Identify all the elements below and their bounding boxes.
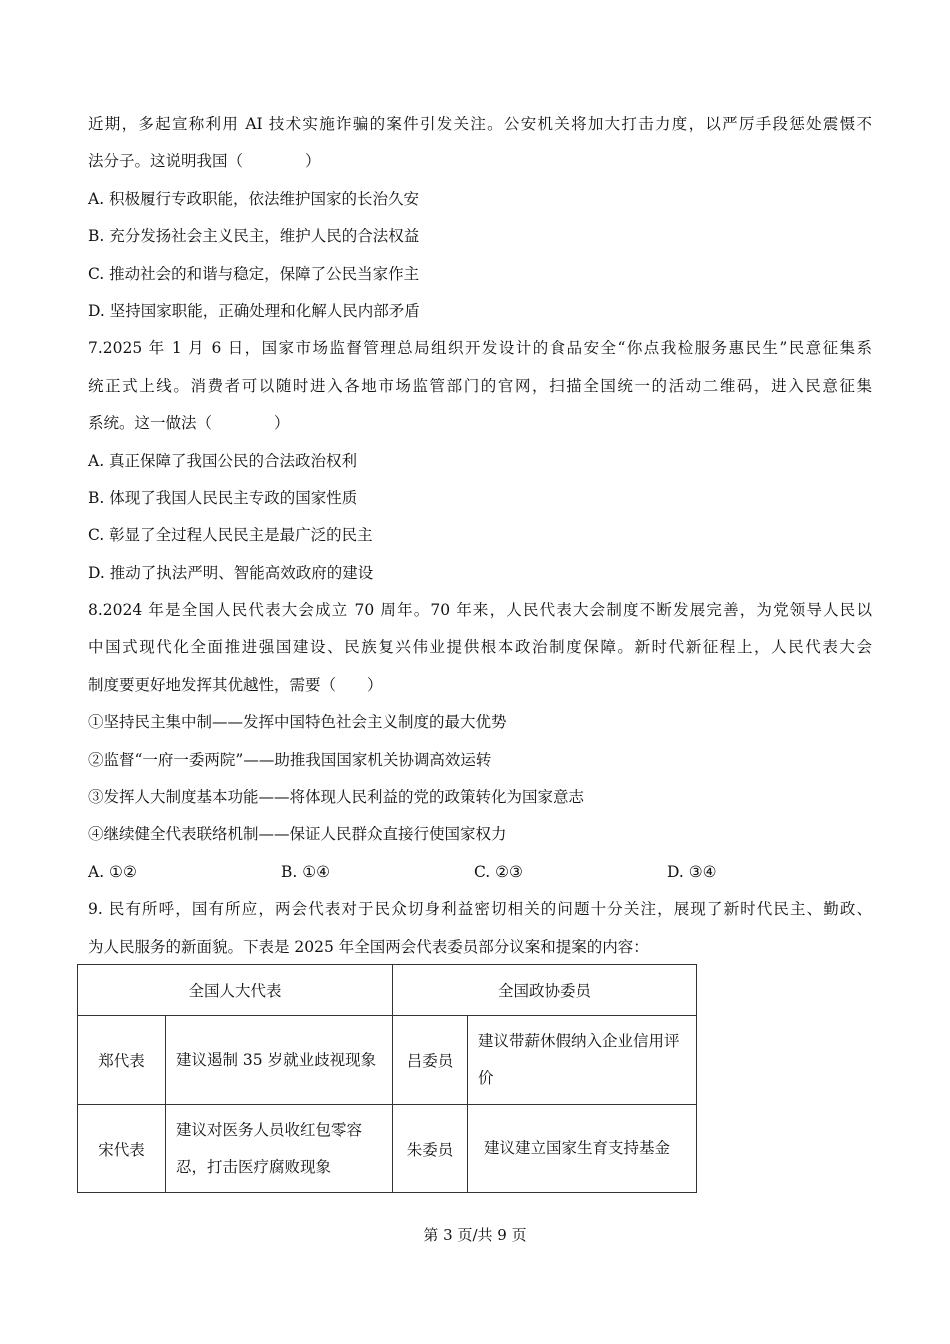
proposals-table — [77, 964, 697, 1193]
option-c: C. ②③ — [474, 862, 523, 881]
statement-1: ①坚持民主集中制——发挥中国特色社会主义制度的最大优势 — [88, 713, 507, 732]
question-8 — [88, 592, 872, 891]
option-d: D. 坚持国家职能，正确处理和化解人民内部矛盾 — [88, 301, 420, 320]
question-stem-line: 8.2024 年是全国人民代表大会成立 70 周年。70 年来，人民代表大会制度不断发展完善，为党领导人民以 — [88, 601, 872, 620]
question-stem-line: 9. 民有所呼，国有所应，两会代表对于民众切身利益密切相关的问题十分关注，展现了新时代民主、勤政、 — [88, 900, 872, 919]
question-stem-line: 近期，多起宣称利用 AI 技术实施诈骗的案件引发关注。公安机关将加大打击力度，以严厉手段惩处震慑不 — [88, 115, 872, 133]
statement-4: ④继续健全代表联络机制——保证人民群众直接行使国家权力 — [88, 825, 507, 844]
options-row — [88, 854, 872, 891]
proposal-content: 建议建立国家生育支持基金 — [468, 1105, 697, 1193]
option-c: C. 彰显了全过程人民民主是最广泛的民主 — [88, 526, 373, 545]
option-d: D. ③④ — [667, 862, 717, 881]
representative-name: 郑代表 — [78, 1016, 166, 1105]
question-stem-line: 法分子。这说明我国（ ） — [88, 152, 321, 171]
option-b: B. ①④ — [281, 862, 331, 881]
question-stem-line: 统正式上线。消费者可以随时进入各地市场监管部门的官网，扫描全国统一的活动二维码，进入民意征集 — [88, 376, 872, 395]
proposal-content: 建议对医务人员收红包零容忍，打击医疗腐败现象 — [166, 1105, 393, 1193]
table-row — [78, 1016, 697, 1105]
table-header-npc: 全国人大代表 — [78, 965, 393, 1016]
member-name: 朱委员 — [393, 1105, 468, 1193]
page-number: 第 3 页/共 9 页 — [423, 1226, 527, 1244]
option-a: A. 真正保障了我国公民的合法政治权利 — [88, 451, 358, 470]
question-stem-line: 中国式现代化全面推进强国建设、民族复兴伟业提供根本政治制度保障。新时代新征程上，人民代表大会 — [88, 638, 872, 657]
option-a: A. ①② — [88, 862, 137, 881]
question-stem-line: 系统。这一做法（ ） — [88, 414, 290, 433]
question-7 — [88, 330, 872, 592]
member-name: 吕委员 — [393, 1016, 468, 1105]
option-a: A. 积极履行专政职能，依法维护国家的长治久安 — [88, 189, 420, 208]
question-stem-line: 7.2025 年 1 月 6 日，国家市场监督管理总局组织开发设计的食品安全“你点我检服务惠民生”民意征集系 — [88, 339, 872, 358]
question-stem-line: 制度要更好地发挥其优越性，需要（ ） — [88, 675, 383, 694]
option-d: D. 推动了执法严明、智能高效政府的建设 — [88, 563, 374, 582]
table-header-cppcc: 全国政协委员 — [393, 965, 697, 1016]
option-c: C. 推动社会的和谐与稳定，保障了公民当家作主 — [88, 264, 420, 283]
option-b: B. 充分发扬社会主义民主，维护人民的合法权益 — [88, 227, 420, 246]
statement-3: ③发挥人大制度基本功能——将体现人民利益的党的政策转化为国家意志 — [88, 788, 585, 807]
proposal-content: 建议遏制 35 岁就业歧视现象 — [166, 1016, 393, 1105]
question-6 — [88, 106, 872, 330]
question-9 — [88, 891, 872, 966]
question-stem-line: 为人民服务的新面貌。下表是 2025 年全国两会代表委员部分议案和提案的内容： — [88, 937, 649, 956]
page-content — [88, 106, 872, 966]
option-b: B. 体现了我国人民民主专政的国家性质 — [88, 488, 358, 507]
representative-name: 宋代表 — [78, 1105, 166, 1193]
table-row — [78, 1105, 697, 1193]
proposal-content: 建议带薪休假纳入企业信用评价 — [468, 1016, 697, 1105]
statement-2: ②监督“一府一委两院”——助推我国国家机关协调高效运转 — [88, 750, 492, 769]
